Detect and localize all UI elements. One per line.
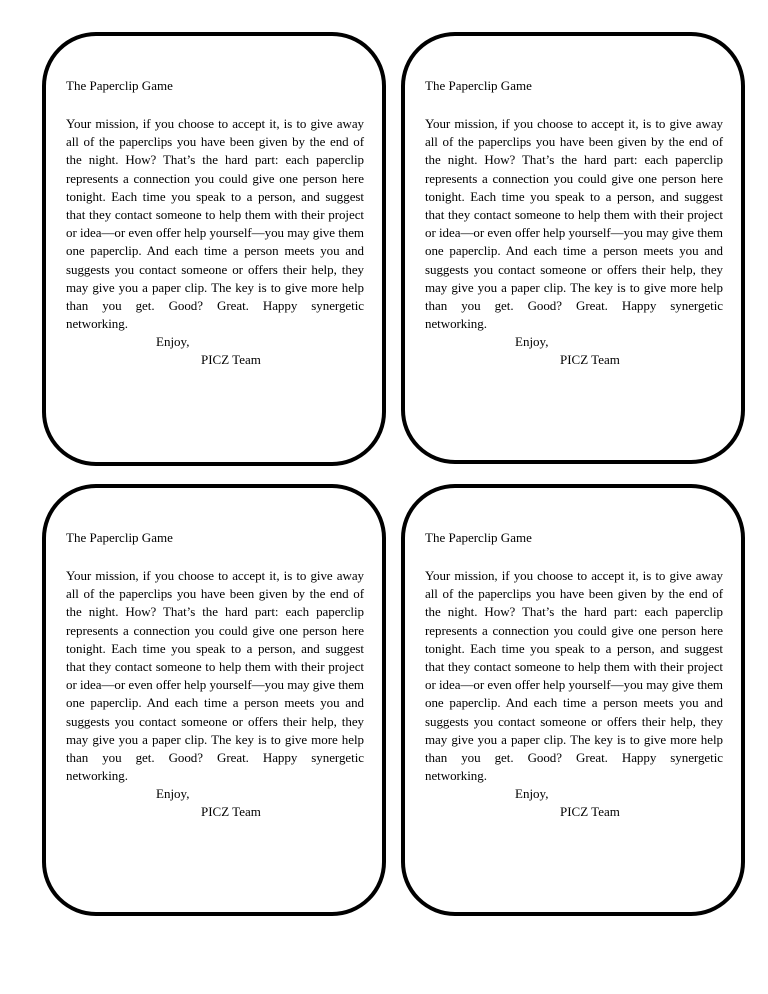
card-content [66, 529, 364, 821]
card-bottom-right [401, 484, 745, 916]
card-body: Your mission, if you choose to accept it, is to give away all of the paperclips you have been given by the end of the night. How? That’s the hard part: each paperclip represents a connection you could give one person here tonight. Each time you speak to a person, and suggest that they contact someone to help them with their project or idea—or even offer help yourself—you may give them one paperclip. And each time a person meets you and suggests you contact someone or offers their help, they may give you a paper clip. The key is to give more help than you get. Good? Great. Happy synergetic networking. [425, 116, 723, 332]
card-title: The Paperclip Game [66, 530, 173, 545]
card-team: PICZ Team [560, 804, 620, 820]
card-content [425, 77, 723, 369]
card-signoff: Enjoy, [156, 334, 190, 350]
card-top-left [42, 32, 386, 466]
card-title: The Paperclip Game [425, 530, 532, 545]
card-top-right [401, 32, 745, 464]
card-content [425, 529, 723, 821]
card-title: The Paperclip Game [425, 78, 532, 93]
card-bottom-left [42, 484, 386, 916]
card-body: Your mission, if you choose to accept it, is to give away all of the paperclips you have been given by the end of the night. How? That’s the hard part: each paperclip represents a connection you could give one person here tonight. Each time you speak to a person, and suggest that they contact someone to help them with their project or idea—or even offer help yourself—you may give them one paperclip. And each time a person meets you and suggests you contact someone or offers their help, they may give you a paper clip. The key is to give more help than you get. Good? Great. Happy synergetic networking. [66, 116, 364, 332]
card-body: Your mission, if you choose to accept it, is to give away all of the paperclips you have been given by the end of the night. How? That’s the hard part: each paperclip represents a connection you could give one person here tonight. Each time you speak to a person, and suggest that they contact someone to help them with their project or idea—or even offer help yourself—you may give them one paperclip. And each time a person meets you and suggests you contact someone or offers their help, they may give you a paper clip. The key is to give more help than you get. Good? Great. Happy synergetic networking. [425, 568, 723, 784]
card-content [66, 77, 364, 369]
card-signoff: Enjoy, [156, 786, 190, 802]
card-team: PICZ Team [201, 804, 261, 820]
card-body: Your mission, if you choose to accept it, is to give away all of the paperclips you have been given by the end of the night. How? That’s the hard part: each paperclip represents a connection you could give one person here tonight. Each time you speak to a person, and suggest that they contact someone to help them with their project or idea—or even offer help yourself—you may give them one paperclip. And each time a person meets you and suggests you contact someone or offers their help, they may give you a paper clip. The key is to give more help than you get. Good? Great. Happy synergetic networking. [66, 568, 364, 784]
card-title: The Paperclip Game [66, 78, 173, 93]
card-team: PICZ Team [201, 352, 261, 368]
card-signoff: Enjoy, [515, 786, 549, 802]
card-team: PICZ Team [560, 352, 620, 368]
card-signoff: Enjoy, [515, 334, 549, 350]
